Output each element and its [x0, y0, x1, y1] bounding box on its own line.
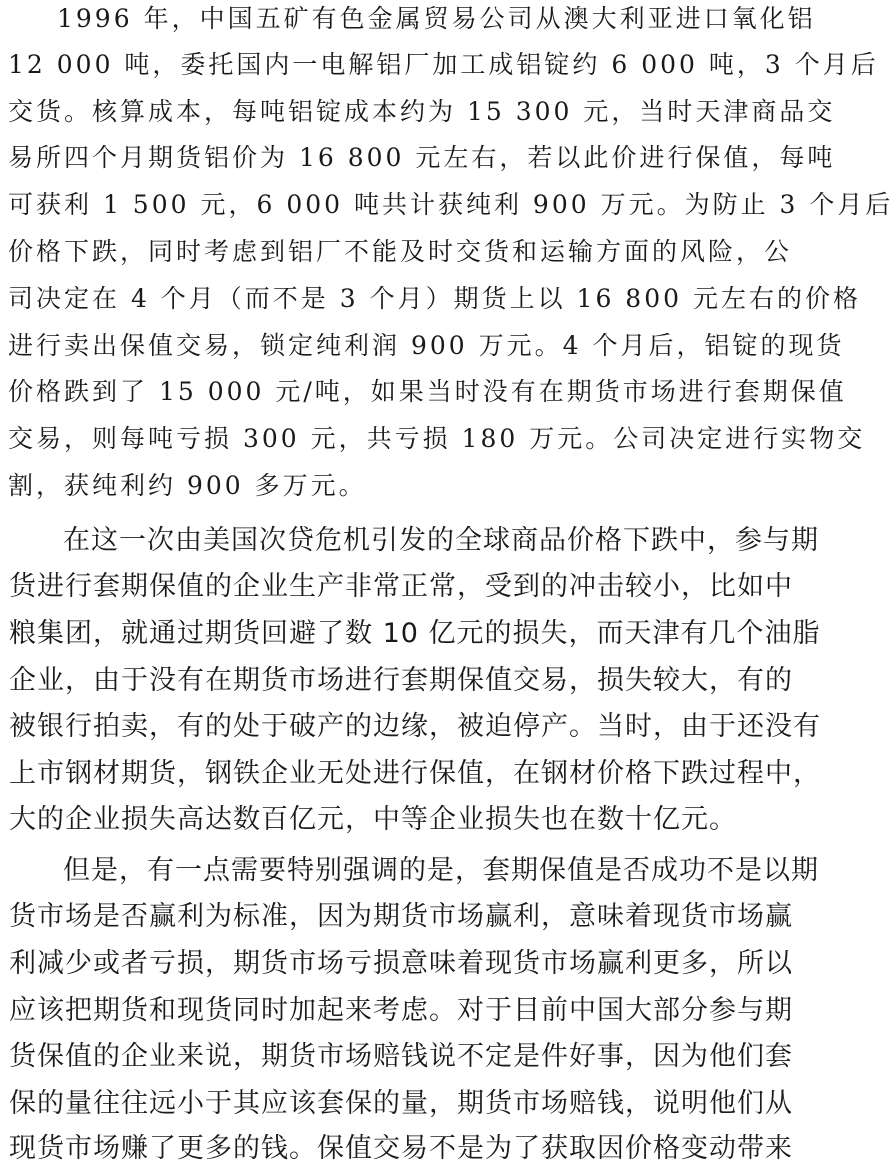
text-line: 企业，由于没有在期货市场进行套期保值交易，损失较大，有的 — [9, 665, 793, 696]
text-line: 割，获纯利约 900 多万元。 — [8, 471, 367, 500]
text-line: 现货市场赚了更多的钱。保值交易不是为了获取因价格变动带来 — [9, 1133, 793, 1164]
text-line: 价格下跌，同时考虑到铝厂不能及时交货和运输方面的风险，公 — [8, 237, 793, 266]
text-line: 但是，有一点需要特别强调的是，套期保值是否成功不是以期 — [63, 855, 819, 886]
text-line: 可获利 1 500 元，6 000 吨共计获纯利 900 万元。为防止 3 个月后 — [8, 190, 893, 219]
text-line: 保的量往往远小于其应该套保的量，期货市场赔钱，说明他们从 — [9, 1088, 793, 1119]
text-line: 货保值的企业来说，期货市场赔钱说不定是件好事，因为他们套 — [9, 1041, 793, 1072]
text-line: 12 000 吨，委托国内一电解铝厂加工成铝锭约 6 000 吨，3 个月后 — [8, 50, 879, 79]
text-line: 货市场是否赢利为标准，因为期货市场赢利，意味着现货市场赢 — [9, 901, 793, 932]
text-line: 易所四个月期货铝价为 16 800 元左右，若以此价进行保值，每吨 — [8, 143, 836, 172]
text-line: 1996 年，中国五矿有色金属贸易公司从澳大利亚进口氧化铝 — [57, 4, 816, 33]
text-line: 价格跌到了 15 000 元/吨，如果当时没有在期货市场进行套期保值 — [8, 377, 847, 406]
text-line: 利减少或者亏损，期货市场亏损意味着现货市场赢利更多，所以 — [9, 948, 793, 979]
text-line: 应该把期货和现货同时加起来考虑。对于目前中国大部分参与期 — [9, 995, 793, 1026]
text-line: 大的企业损失高达数百亿元，中等企业损失也在数十亿元。 — [9, 804, 737, 835]
text-line: 上市钢材期货，钢铁企业无处进行保值，在钢材价格下跌过程中， — [9, 758, 821, 789]
text-line: 货进行套期保值的企业生产非常正常，受到的冲击较小，比如中 — [9, 571, 793, 602]
text-line: 被银行拍卖，有的处于破产的边缘，被迫停产。当时，由于还没有 — [9, 711, 821, 742]
text-line: 司决定在 4 个月（而不是 3 个月）期货上以 16 800 元左右的价格 — [8, 284, 861, 313]
text-line: 进行卖出保值交易，锁定纯利润 900 万元。4 个月后，铝锭的现货 — [8, 331, 845, 360]
text-line: 交易，则每吨亏损 300 元，共亏损 180 万元。公司决定进行实物交 — [8, 424, 866, 453]
text-line: 在这一次由美国次贷危机引发的全球商品价格下跌中，参与期 — [63, 525, 819, 556]
text-line: 粮集团，就通过期货回避了数 10 亿元的损失，而天津有几个油脂 — [9, 618, 821, 649]
text-line: 交货。核算成本，每吨铝锭成本约为 15 300 元，当时天津商品交 — [8, 97, 836, 126]
